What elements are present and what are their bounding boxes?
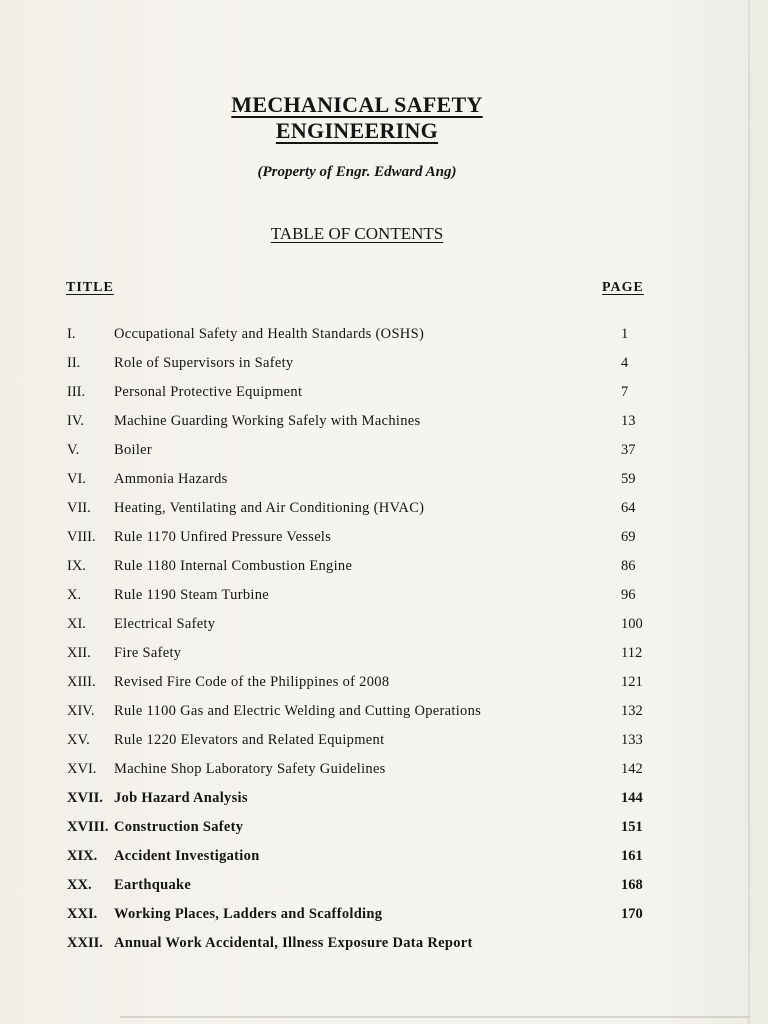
toc-entry-title: Rule 1100 Gas and Electric Welding and Cutting Operations	[114, 703, 482, 719]
toc-entry-title: Accident Investigation	[114, 848, 260, 864]
toc-entry-page: 64	[621, 500, 636, 516]
toc-entry-page: 100	[621, 616, 643, 632]
toc-entry-title: Revised Fire Code of the Philippines of 2008	[114, 674, 390, 690]
toc-entry	[0, 728, 714, 752]
toc-entry-page: 13	[621, 413, 636, 429]
toc-entry-page: 144	[621, 790, 643, 806]
toc-entry	[0, 873, 714, 897]
toc-entry-number: II.	[67, 355, 81, 371]
toc-entry-title: Job Hazard Analysis	[114, 790, 248, 806]
toc-entry-title: Annual Work Accidental, Illness Exposure Data Report	[114, 935, 473, 951]
toc-entry	[0, 380, 714, 404]
toc-entry	[0, 757, 714, 781]
toc-entry	[0, 641, 714, 665]
toc-entry-number: IV.	[67, 413, 85, 429]
toc-entry-page: 168	[621, 877, 643, 893]
toc-entry-number: XXI.	[67, 906, 98, 922]
toc-entry	[0, 438, 714, 462]
toc-entry-number: I.	[67, 326, 76, 342]
page-edge-bottom	[120, 1016, 750, 1018]
toc-entry	[0, 844, 714, 868]
toc-entry-title: Electrical Safety	[114, 616, 216, 632]
toc-entry-title: Machine Guarding Working Safely with Machines	[114, 413, 421, 429]
toc-entry-number: XVIII.	[67, 819, 109, 835]
toc-entry	[0, 612, 714, 636]
toc-entry-page: 161	[621, 848, 643, 864]
toc-entry	[0, 786, 714, 810]
document-title-line-1: MECHANICAL SAFETY	[231, 92, 483, 117]
toc-entry	[0, 496, 714, 520]
toc-entry-number: XVII.	[67, 790, 103, 806]
toc-entry-page: 1	[621, 326, 629, 342]
toc-entry-page: 96	[621, 587, 636, 603]
toc-heading: TABLE OF CONTENTS	[270, 224, 444, 243]
toc-entry-title: Earthquake	[114, 877, 192, 893]
toc-entry	[0, 670, 714, 694]
document-title-line-2: ENGINEERING	[275, 118, 439, 143]
toc-entry	[0, 322, 714, 346]
toc-entry-title: Ammonia Hazards	[114, 471, 228, 487]
toc-entry-number: XII.	[67, 645, 91, 661]
toc-entry-number: V.	[67, 442, 80, 458]
toc-entry	[0, 699, 714, 723]
title-column-heading: TITLE	[66, 280, 114, 295]
toc-entry-number: XVI.	[67, 761, 97, 777]
toc-entry-number: XIV.	[67, 703, 95, 719]
toc-entry-title: Fire Safety	[114, 645, 182, 661]
toc-entry-page: 170	[621, 906, 643, 922]
toc-entry-page: 37	[621, 442, 636, 458]
toc-entry	[0, 583, 714, 607]
toc-entry-number: III.	[67, 384, 86, 400]
toc-entry-number: VII.	[67, 500, 91, 516]
toc-entry-page: 121	[621, 674, 643, 690]
toc-entry-title: Working Places, Ladders and Scaffolding	[114, 906, 383, 922]
toc-entry-number: XXII.	[67, 935, 103, 951]
toc-entry-number: X.	[67, 587, 82, 603]
page-edge-right	[748, 0, 750, 1024]
toc-entry	[0, 351, 714, 375]
toc-entry-page: 142	[621, 761, 643, 777]
toc-entry-title: Boiler	[114, 442, 153, 458]
toc-entry-page: 7	[621, 384, 629, 400]
toc-entry-title: Construction Safety	[114, 819, 244, 835]
toc-entry-number: XX.	[67, 877, 92, 893]
toc-entry-page: 86	[621, 558, 636, 574]
toc-entry-page: 133	[621, 732, 643, 748]
toc-entry	[0, 525, 714, 549]
toc-entry	[0, 467, 714, 491]
toc-entry	[0, 554, 714, 578]
toc-entry-title: Rule 1170 Unfired Pressure Vessels	[114, 529, 332, 545]
toc-entry-page: 4	[621, 355, 629, 371]
toc-entry-number: XI.	[67, 616, 86, 632]
toc-entry-number: XV.	[67, 732, 90, 748]
toc-entry-title: Rule 1180 Internal Combustion Engine	[114, 558, 353, 574]
toc-entry-title: Rule 1190 Steam Turbine	[114, 587, 269, 603]
toc-entry	[0, 409, 714, 433]
toc-entry-number: IX.	[67, 558, 86, 574]
toc-entry-title: Personal Protective Equipment	[114, 384, 303, 400]
toc-entry	[0, 931, 714, 955]
toc-entry-title: Occupational Safety and Health Standards (OSHS)	[114, 326, 425, 342]
page-column-heading: PAGE	[602, 280, 644, 295]
toc-entry-page: 132	[621, 703, 643, 719]
toc-entry	[0, 902, 714, 926]
toc-entry	[0, 815, 714, 839]
toc-entry-number: VIII.	[67, 529, 96, 545]
toc-entry-title: Heating, Ventilating and Air Conditioning (HVAC)	[114, 500, 425, 516]
toc-entry-title: Rule 1220 Elevators and Related Equipment	[114, 732, 385, 748]
toc-entry-title: Machine Shop Laboratory Safety Guidelines	[114, 761, 386, 777]
toc-entry-number: XIX.	[67, 848, 98, 864]
toc-entry-page: 59	[621, 471, 636, 487]
toc-entry-page: 151	[621, 819, 643, 835]
toc-entry-number: XIII.	[67, 674, 96, 690]
property-note: (Property of Engr. Edward Ang)	[257, 164, 457, 180]
toc-entry-number: VI.	[67, 471, 86, 487]
toc-entry-title: Role of Supervisors in Safety	[114, 355, 294, 371]
toc-entry-page: 69	[621, 529, 636, 545]
toc-entry-page: 112	[621, 645, 643, 661]
